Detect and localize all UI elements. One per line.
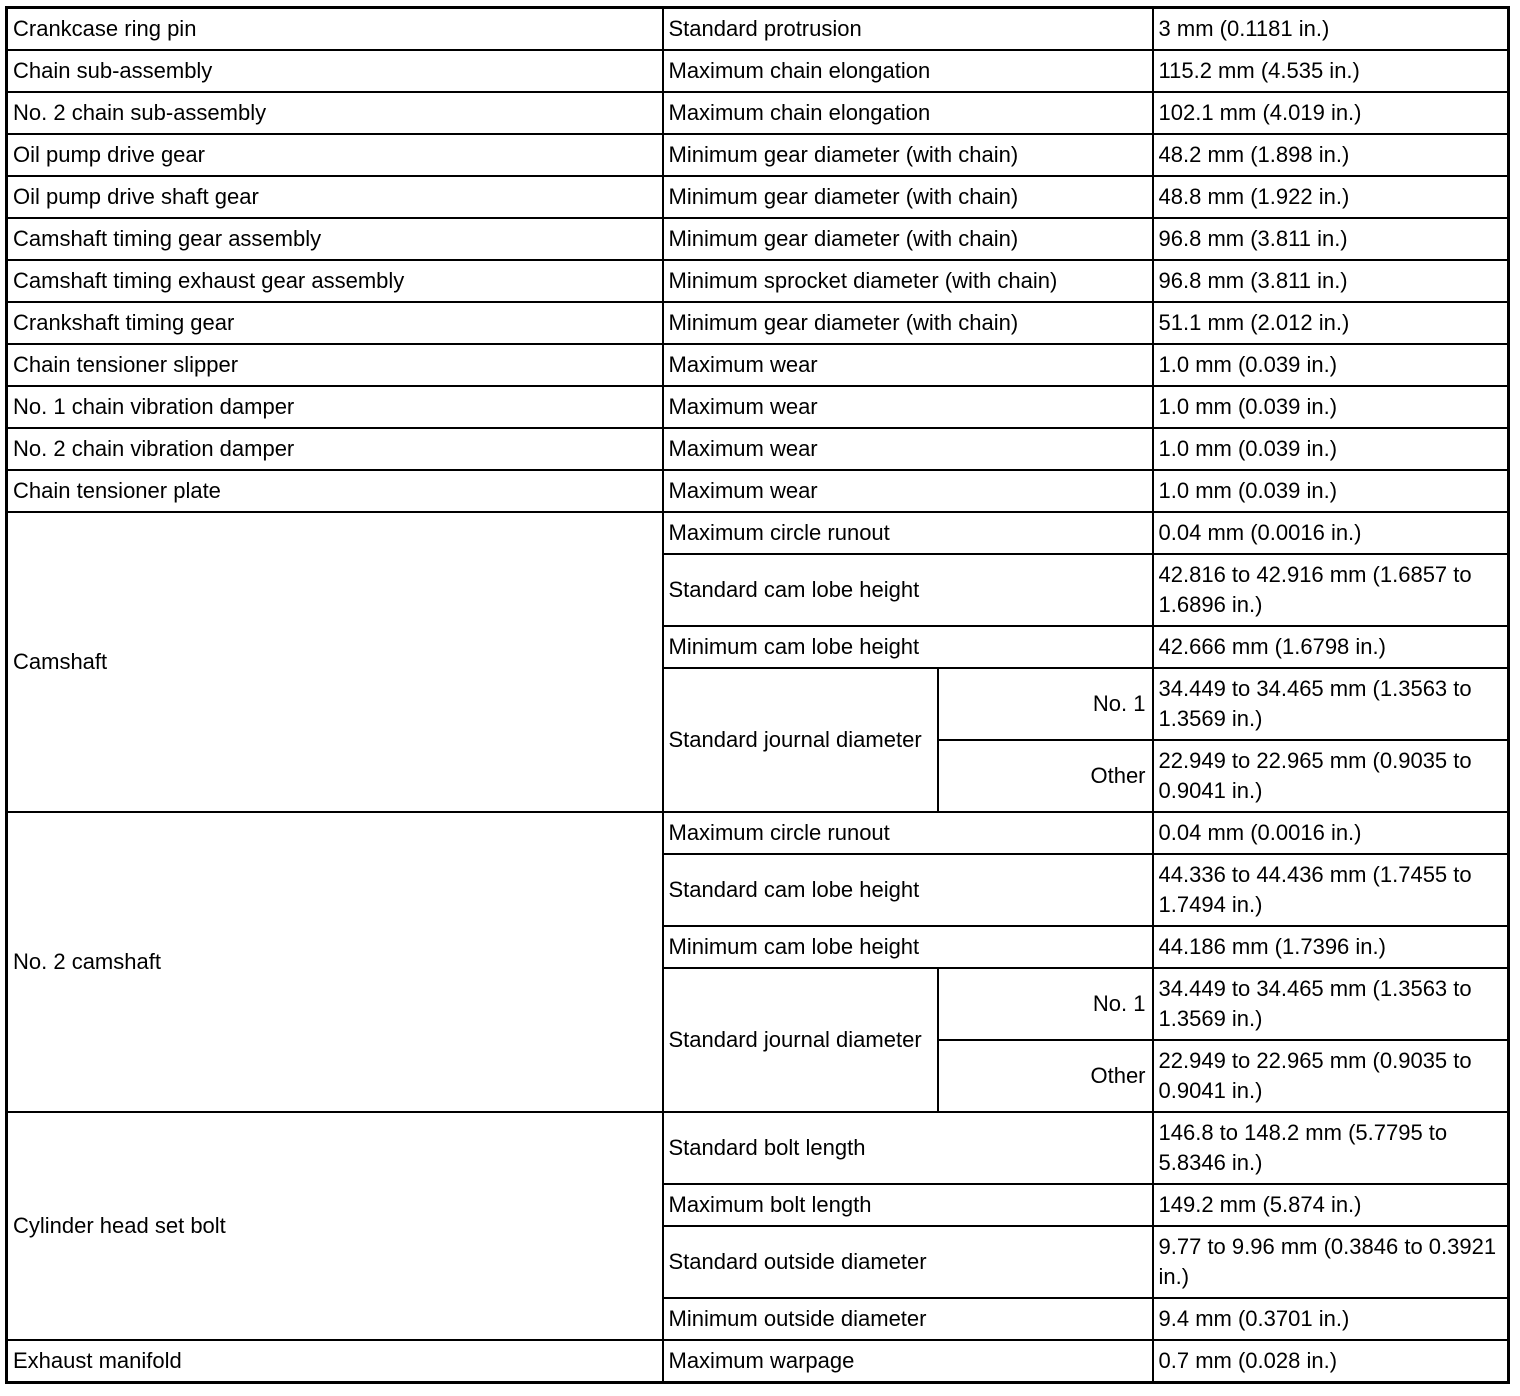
part-cell-head-bolt: Cylinder head set bolt	[7, 1112, 663, 1340]
spec-cell: 0.04 mm (0.0016 in.)	[1153, 812, 1509, 854]
spec-cell: 1.0 mm (0.039 in.)	[1153, 428, 1509, 470]
part-cell: Chain sub-assembly	[7, 50, 663, 92]
spec-cell: 3 mm (0.1181 in.)	[1153, 8, 1509, 51]
item-cell: Minimum cam lobe height	[663, 926, 1153, 968]
item-cell: Maximum circle runout	[663, 812, 1153, 854]
table-row	[7, 1340, 1509, 1383]
item-cell: Maximum warpage	[663, 1340, 1153, 1383]
spec-cell: 22.949 to 22.965 mm (0.9035 to 0.9041 in.)	[1153, 1040, 1509, 1112]
subitem-cell: Other	[938, 740, 1153, 812]
item-cell: Standard protrusion	[663, 8, 1153, 51]
spec-cell: 149.2 mm (5.874 in.)	[1153, 1184, 1509, 1226]
spec-cell: 51.1 mm (2.012 in.)	[1153, 302, 1509, 344]
spec-cell: 44.186 mm (1.7396 in.)	[1153, 926, 1509, 968]
item-cell: Maximum wear	[663, 428, 1153, 470]
subitem-cell: No. 1	[938, 668, 1153, 740]
item-cell: Minimum cam lobe height	[663, 626, 1153, 668]
part-cell: No. 1 chain vibration damper	[7, 386, 663, 428]
table-row	[7, 302, 1509, 344]
table-row	[7, 812, 1509, 854]
spec-cell: 102.1 mm (4.019 in.)	[1153, 92, 1509, 134]
item-cell-journal: Standard journal diameter	[663, 968, 938, 1112]
spec-cell: 1.0 mm (0.039 in.)	[1153, 386, 1509, 428]
part-cell: No. 2 chain vibration damper	[7, 428, 663, 470]
table-row	[7, 176, 1509, 218]
table-row	[7, 50, 1509, 92]
table-row	[7, 1112, 1509, 1184]
item-cell: Minimum outside diameter	[663, 1298, 1153, 1340]
item-cell: Standard bolt length	[663, 1112, 1153, 1184]
subitem-cell: No. 1	[938, 968, 1153, 1040]
item-cell: Minimum gear diameter (with chain)	[663, 218, 1153, 260]
spec-cell: 48.2 mm (1.898 in.)	[1153, 134, 1509, 176]
table-row	[7, 386, 1509, 428]
table-row	[7, 260, 1509, 302]
spec-cell: 0.7 mm (0.028 in.)	[1153, 1340, 1509, 1383]
part-cell: Oil pump drive shaft gear	[7, 176, 663, 218]
spec-cell: 146.8 to 148.2 mm (5.7795 to 5.8346 in.)	[1153, 1112, 1509, 1184]
table-row	[7, 470, 1509, 512]
table-row	[7, 218, 1509, 260]
part-cell: Chain tensioner slipper	[7, 344, 663, 386]
item-cell: Maximum wear	[663, 470, 1153, 512]
spec-cell: 115.2 mm (4.535 in.)	[1153, 50, 1509, 92]
item-cell: Minimum sprocket diameter (with chain)	[663, 260, 1153, 302]
item-cell-journal: Standard journal diameter	[663, 668, 938, 812]
table-row	[7, 428, 1509, 470]
item-cell: Standard cam lobe height	[663, 554, 1153, 626]
part-cell: No. 2 chain sub-assembly	[7, 92, 663, 134]
table-row	[7, 512, 1509, 554]
table-row	[7, 92, 1509, 134]
item-cell: Minimum gear diameter (with chain)	[663, 176, 1153, 218]
item-cell: Maximum wear	[663, 344, 1153, 386]
spec-cell: 34.449 to 34.465 mm (1.3563 to 1.3569 in.)	[1153, 968, 1509, 1040]
item-cell: Maximum bolt length	[663, 1184, 1153, 1226]
spec-cell: 34.449 to 34.465 mm (1.3563 to 1.3569 in.)	[1153, 668, 1509, 740]
subitem-cell: Other	[938, 1040, 1153, 1112]
spec-cell: 44.336 to 44.436 mm (1.7455 to 1.7494 in.)	[1153, 854, 1509, 926]
part-cell: Camshaft timing exhaust gear assembly	[7, 260, 663, 302]
table-row	[7, 8, 1509, 51]
item-cell: Maximum wear	[663, 386, 1153, 428]
part-cell-camshaft: Camshaft	[7, 512, 663, 812]
item-cell: Maximum chain elongation	[663, 50, 1153, 92]
spec-cell: 1.0 mm (0.039 in.)	[1153, 344, 1509, 386]
table-row	[7, 344, 1509, 386]
part-cell-no2-camshaft: No. 2 camshaft	[7, 812, 663, 1112]
part-cell: Crankshaft timing gear	[7, 302, 663, 344]
item-cell: Standard cam lobe height	[663, 854, 1153, 926]
part-cell: Oil pump drive gear	[7, 134, 663, 176]
spec-cell: 1.0 mm (0.039 in.)	[1153, 470, 1509, 512]
specification-table	[5, 6, 1510, 1384]
item-cell: Maximum chain elongation	[663, 92, 1153, 134]
spec-cell: 9.4 mm (0.3701 in.)	[1153, 1298, 1509, 1340]
item-cell: Maximum circle runout	[663, 512, 1153, 554]
spec-cell: 42.816 to 42.916 mm (1.6857 to 1.6896 in.)	[1153, 554, 1509, 626]
spec-cell: 96.8 mm (3.811 in.)	[1153, 218, 1509, 260]
table-row	[7, 134, 1509, 176]
spec-cell: 9.77 to 9.96 mm (0.3846 to 0.3921 in.)	[1153, 1226, 1509, 1298]
item-cell: Minimum gear diameter (with chain)	[663, 302, 1153, 344]
spec-cell: 22.949 to 22.965 mm (0.9035 to 0.9041 in.)	[1153, 740, 1509, 812]
part-cell: Exhaust manifold	[7, 1340, 663, 1383]
spec-cell: 48.8 mm (1.922 in.)	[1153, 176, 1509, 218]
spec-cell: 0.04 mm (0.0016 in.)	[1153, 512, 1509, 554]
spec-cell: 42.666 mm (1.6798 in.)	[1153, 626, 1509, 668]
part-cell: Camshaft timing gear assembly	[7, 218, 663, 260]
part-cell: Crankcase ring pin	[7, 8, 663, 51]
item-cell: Standard outside diameter	[663, 1226, 1153, 1298]
spec-cell: 96.8 mm (3.811 in.)	[1153, 260, 1509, 302]
part-cell: Chain tensioner plate	[7, 470, 663, 512]
item-cell: Minimum gear diameter (with chain)	[663, 134, 1153, 176]
